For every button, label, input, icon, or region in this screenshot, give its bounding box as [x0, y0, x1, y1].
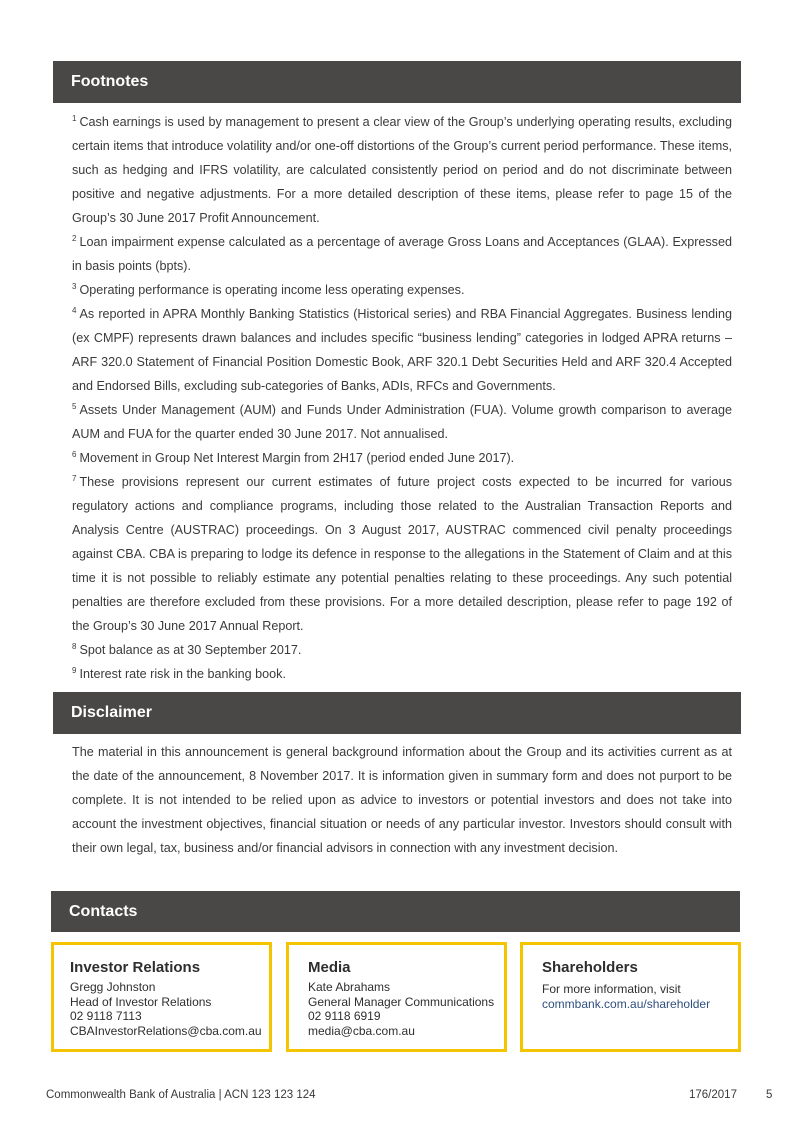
- disclaimer-heading: Disclaimer: [71, 704, 152, 721]
- footnote-text: Assets Under Management (AUM) and Funds Under Administration (FUA). Volume growth comparison to average AUM and FUA for the quarter ended 30 June 2017. Not annualised.: [72, 403, 732, 441]
- footnote-7: [72, 470, 732, 638]
- footnote-6: [72, 446, 732, 470]
- footer-company: Commonwealth Bank of Australia | ACN 123 123 124: [46, 1089, 316, 1101]
- footnote-9: [72, 662, 732, 686]
- disclaimer-paragraph: The material in this announcement is general background information about the Group and its activities current as at the date of the announcement, 8 November 2017. It is information given in summary form and does not purport to be complete. It is not intended to be relied upon as advice to investors or potential investors and does not take into account the investment objectives, financial situation or needs of any particular investor. Investors should consult with their own legal, tax, business and/or financial advisors in connection with any investment decision.: [72, 745, 732, 855]
- contacts-heading: Contacts: [69, 902, 138, 920]
- footnote-number: 2: [72, 234, 77, 243]
- shareholders-link[interactable]: commbank.com.au/shareholder: [542, 996, 711, 1011]
- media-title: Media: [308, 959, 351, 976]
- media-contact-name: Kate Abrahams: [308, 980, 391, 994]
- footnote-text: Movement in Group Net Interest Margin from 2H17 (period ended June 2017).: [79, 451, 515, 465]
- investor-contact-role: Head of Investor Relations: [70, 994, 212, 1009]
- investor-relations-card: [51, 942, 272, 1052]
- media-contact-email[interactable]: media@cba.com.au: [308, 1023, 415, 1038]
- footnote-number: 8: [72, 642, 77, 651]
- footnote-1: [72, 110, 732, 230]
- footnote-number: 4: [72, 306, 77, 315]
- media-contact-role: General Manager Communications: [308, 994, 495, 1009]
- footnote-number: 7: [72, 474, 77, 483]
- footnote-text: Cash earnings is used by management to present a clear view of the Group’s underlying operating results, excluding certain items that introduce volatility and/or one-off distortions of the Group’s current period performance. These items, such as hedging and IFRS volatility, are calculated consistently period on period and do not discriminate between positive and negative adjustments. For a more detailed description of these items, please refer to page 15 of the Group’s 30 June 2017 Profit Announcement.: [72, 115, 732, 225]
- footnote-8: [72, 638, 732, 662]
- investor-contact-name: Gregg Johnston: [70, 980, 156, 994]
- footnote-number: 5: [72, 402, 77, 411]
- footnote-5: [72, 398, 732, 446]
- footnote-number: 6: [72, 450, 77, 459]
- footnote-number: 3: [72, 282, 77, 291]
- footnote-text: As reported in APRA Monthly Banking Statistics (Historical series) and RBA Financial Aggregates. Business lending (ex CMPF) represents drawn balances and includes specific “business lending” categories in lodged APRA returns – ARF 320.0 Statement of Financial Position Domestic Book, ARF 320.1 Debt Securities Held and ARF 320.4 Accepted and Endorsed Bills, excluding sub-categories of Banks, ADIs, RFCs and Governments.: [72, 307, 732, 393]
- disclaimer-text: [72, 740, 732, 860]
- media-card: [286, 942, 507, 1052]
- footnote-number: 9: [72, 666, 77, 675]
- footnote-text: Loan impairment expense calculated as a percentage of average Gross Loans and Acceptances (GLAA). Expressed in basis points (bpts).: [72, 235, 732, 273]
- footnotes-heading: Footnotes: [71, 73, 149, 90]
- footnote-text: Spot balance as at 30 September 2017.: [79, 643, 302, 657]
- footnote-2: [72, 230, 732, 278]
- footnote-text: Operating performance is operating income less operating expenses.: [79, 283, 465, 297]
- footnote-text: Interest rate risk in the banking book.: [79, 667, 286, 681]
- footnotes-heading-bar: [53, 61, 741, 103]
- shareholders-card: [520, 942, 741, 1052]
- media-contact-phone: 02 9118 6919: [308, 1009, 381, 1023]
- footnote-number: 1: [72, 114, 77, 123]
- footnote-4: [72, 302, 732, 398]
- footer-page-number: 5: [766, 1089, 773, 1101]
- contacts-heading-bar: [51, 891, 740, 932]
- shareholders-title: Shareholders: [542, 959, 638, 976]
- disclaimer-heading-bar: [53, 692, 741, 734]
- footer-reference: 176/2017: [689, 1089, 737, 1101]
- footnote-text: These provisions represent our current estimates of future project costs expected to be incurred for various regulatory actions and compliance programs, including those related to the Australian Transaction Reports and Analysis Centre (AUSTRAC) proceedings. On 3 August 2017, AUSTRAC commenced civil penalty proceedings against CBA. CBA is preparing to lodge its defence in response to the allegations in the Statement of Claim and at this time it is not possible to reliably estimate any potential penalties relating to these proceedings. Any such potential penalties are therefore excluded from these provisions. For a more detailed description, please refer to page 192 of the Group’s 30 June 2017 Annual Report.: [72, 475, 732, 633]
- footnotes-list: [72, 110, 732, 686]
- investor-contact-email[interactable]: CBAInvestorRelations@cba.com.au: [70, 1023, 262, 1038]
- shareholders-info-text: For more information, visit: [542, 982, 681, 996]
- investor-contact-phone: 02 9118 7113: [70, 1009, 142, 1023]
- investor-relations-title: Investor Relations: [70, 959, 201, 976]
- footnote-3: [72, 278, 732, 302]
